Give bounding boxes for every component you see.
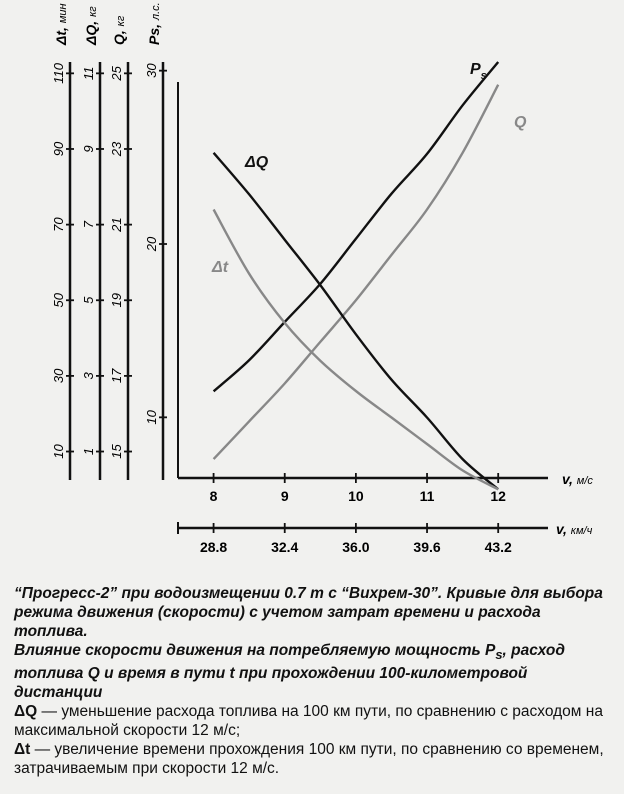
caption-subheading-part2: , расход топлива Q и время в пути t при прохождении 100-километровой дистанции [14,642,565,702]
y-tick-label-dq: 5 [81,296,96,304]
caption-dt-text: — увеличение времени прохождения 100 км пути, по сравнению со временем, затрачиваемым при скорости 12 м/с. [14,741,604,778]
y-tick-label-dt: 50 [51,293,66,308]
caption-subheading-part1: Влияние скорости движения на потребляемую мощность P [14,642,496,659]
y-tick-label-dq: 3 [81,372,96,380]
series-line-delta-q [214,153,499,490]
series-line-delta-t [214,210,499,490]
y-tick-label-ps: 30 [144,63,159,78]
x-tick-label-kmh: 39.6 [413,539,441,555]
y-axis-title-q [111,15,127,45]
y-tick-label-dq: 9 [81,145,96,153]
y-axis-unit-dq: кг [87,6,99,17]
x-tick-label-kmh: 36.0 [342,539,370,555]
y-tick-label-dt: 110 [51,62,66,84]
y-axis-unit-dt: мин [57,3,69,24]
x-tick-label-ms: 9 [280,488,289,504]
caption-subheading-sub: s [495,647,503,663]
y-tick-label-dt: 30 [51,368,66,384]
y-tick-label-dq: 11 [81,66,96,81]
caption-dt-term: Δt [14,741,31,759]
x-tick-label-ms: 11 [419,488,435,504]
caption-subheading [14,641,614,702]
y-tick-label-dq: 1 [81,447,96,456]
y-tick-label-q: 23 [109,141,124,157]
y-axis-var-ps: Ps, [146,20,162,45]
caption-dq-line [14,702,614,740]
series-label-ps-main: P [470,61,481,78]
caption-dt-line [14,740,614,778]
x-tick-label-kmh: 28.8 [199,539,228,555]
y-axis-title-dt [53,3,69,46]
y-axis-unit-q: кг [115,15,127,27]
x-tick-label-ms: 8 [209,488,218,504]
y-tick-label-q: 19 [109,293,124,308]
series-line-q [214,85,499,459]
series-label-delta-t: Δt [212,259,229,276]
caption-heading: “Прогресс-2” при водоизмещении 0.7 т с “Вихрем-30”. Кривые для выбора режима движения (скорости) с учетом затрат времени и расхода топлива. [14,585,603,640]
figure-caption [14,584,614,778]
x-tick-label-ms: 10 [348,488,364,504]
x-tick-label-kmh: 43.2 [484,539,512,555]
series-label-q: Q [514,114,527,131]
x-axis-unit-kmh: км/ч [570,525,593,537]
y-axis-title-ps [146,2,162,45]
x-axis-title-kmh [556,521,593,537]
y-axis-var-q: Q, [111,26,127,45]
x-axis-var-ms: v, [562,471,577,487]
x-tick-label-kmh: 32.4 [271,539,299,555]
x-axis-title-ms [562,471,593,487]
series-label-ps [470,61,487,82]
y-tick-label-dt: 90 [51,141,66,157]
caption-dq-term: ΔQ [14,703,38,721]
y-tick-label-dt: 70 [51,217,66,232]
x-axis-var-kmh: v, [556,521,571,537]
x-axis-unit-ms: м/с [576,475,593,487]
y-tick-label-ps: 20 [144,236,159,252]
y-tick-label-q: 25 [109,66,124,81]
y-axis-unit-ps: л.с. [150,2,162,21]
y-tick-label-dq: 7 [81,221,96,229]
series-label-ps-sub: s [480,70,487,82]
y-axis-var-dq: ΔQ, [83,16,99,45]
y-tick-label-dt: 10 [51,444,66,459]
y-axis-title-dq [83,6,99,46]
y-axis-var-dt: Δt, [53,23,69,45]
caption-dq-text: — уменьшение расхода топлива на 100 км пути, по сравнению с расходом на максимальной скорости 12 м/с; [14,703,603,740]
y-tick-label-ps: 10 [144,410,159,425]
y-tick-label-q: 21 [109,217,124,232]
y-tick-label-q: 17 [109,368,124,384]
series-line-ps [214,62,499,391]
series-label-delta-q: ΔQ [245,154,269,171]
x-tick-label-ms: 12 [490,488,506,504]
y-tick-label-q: 15 [109,444,124,459]
